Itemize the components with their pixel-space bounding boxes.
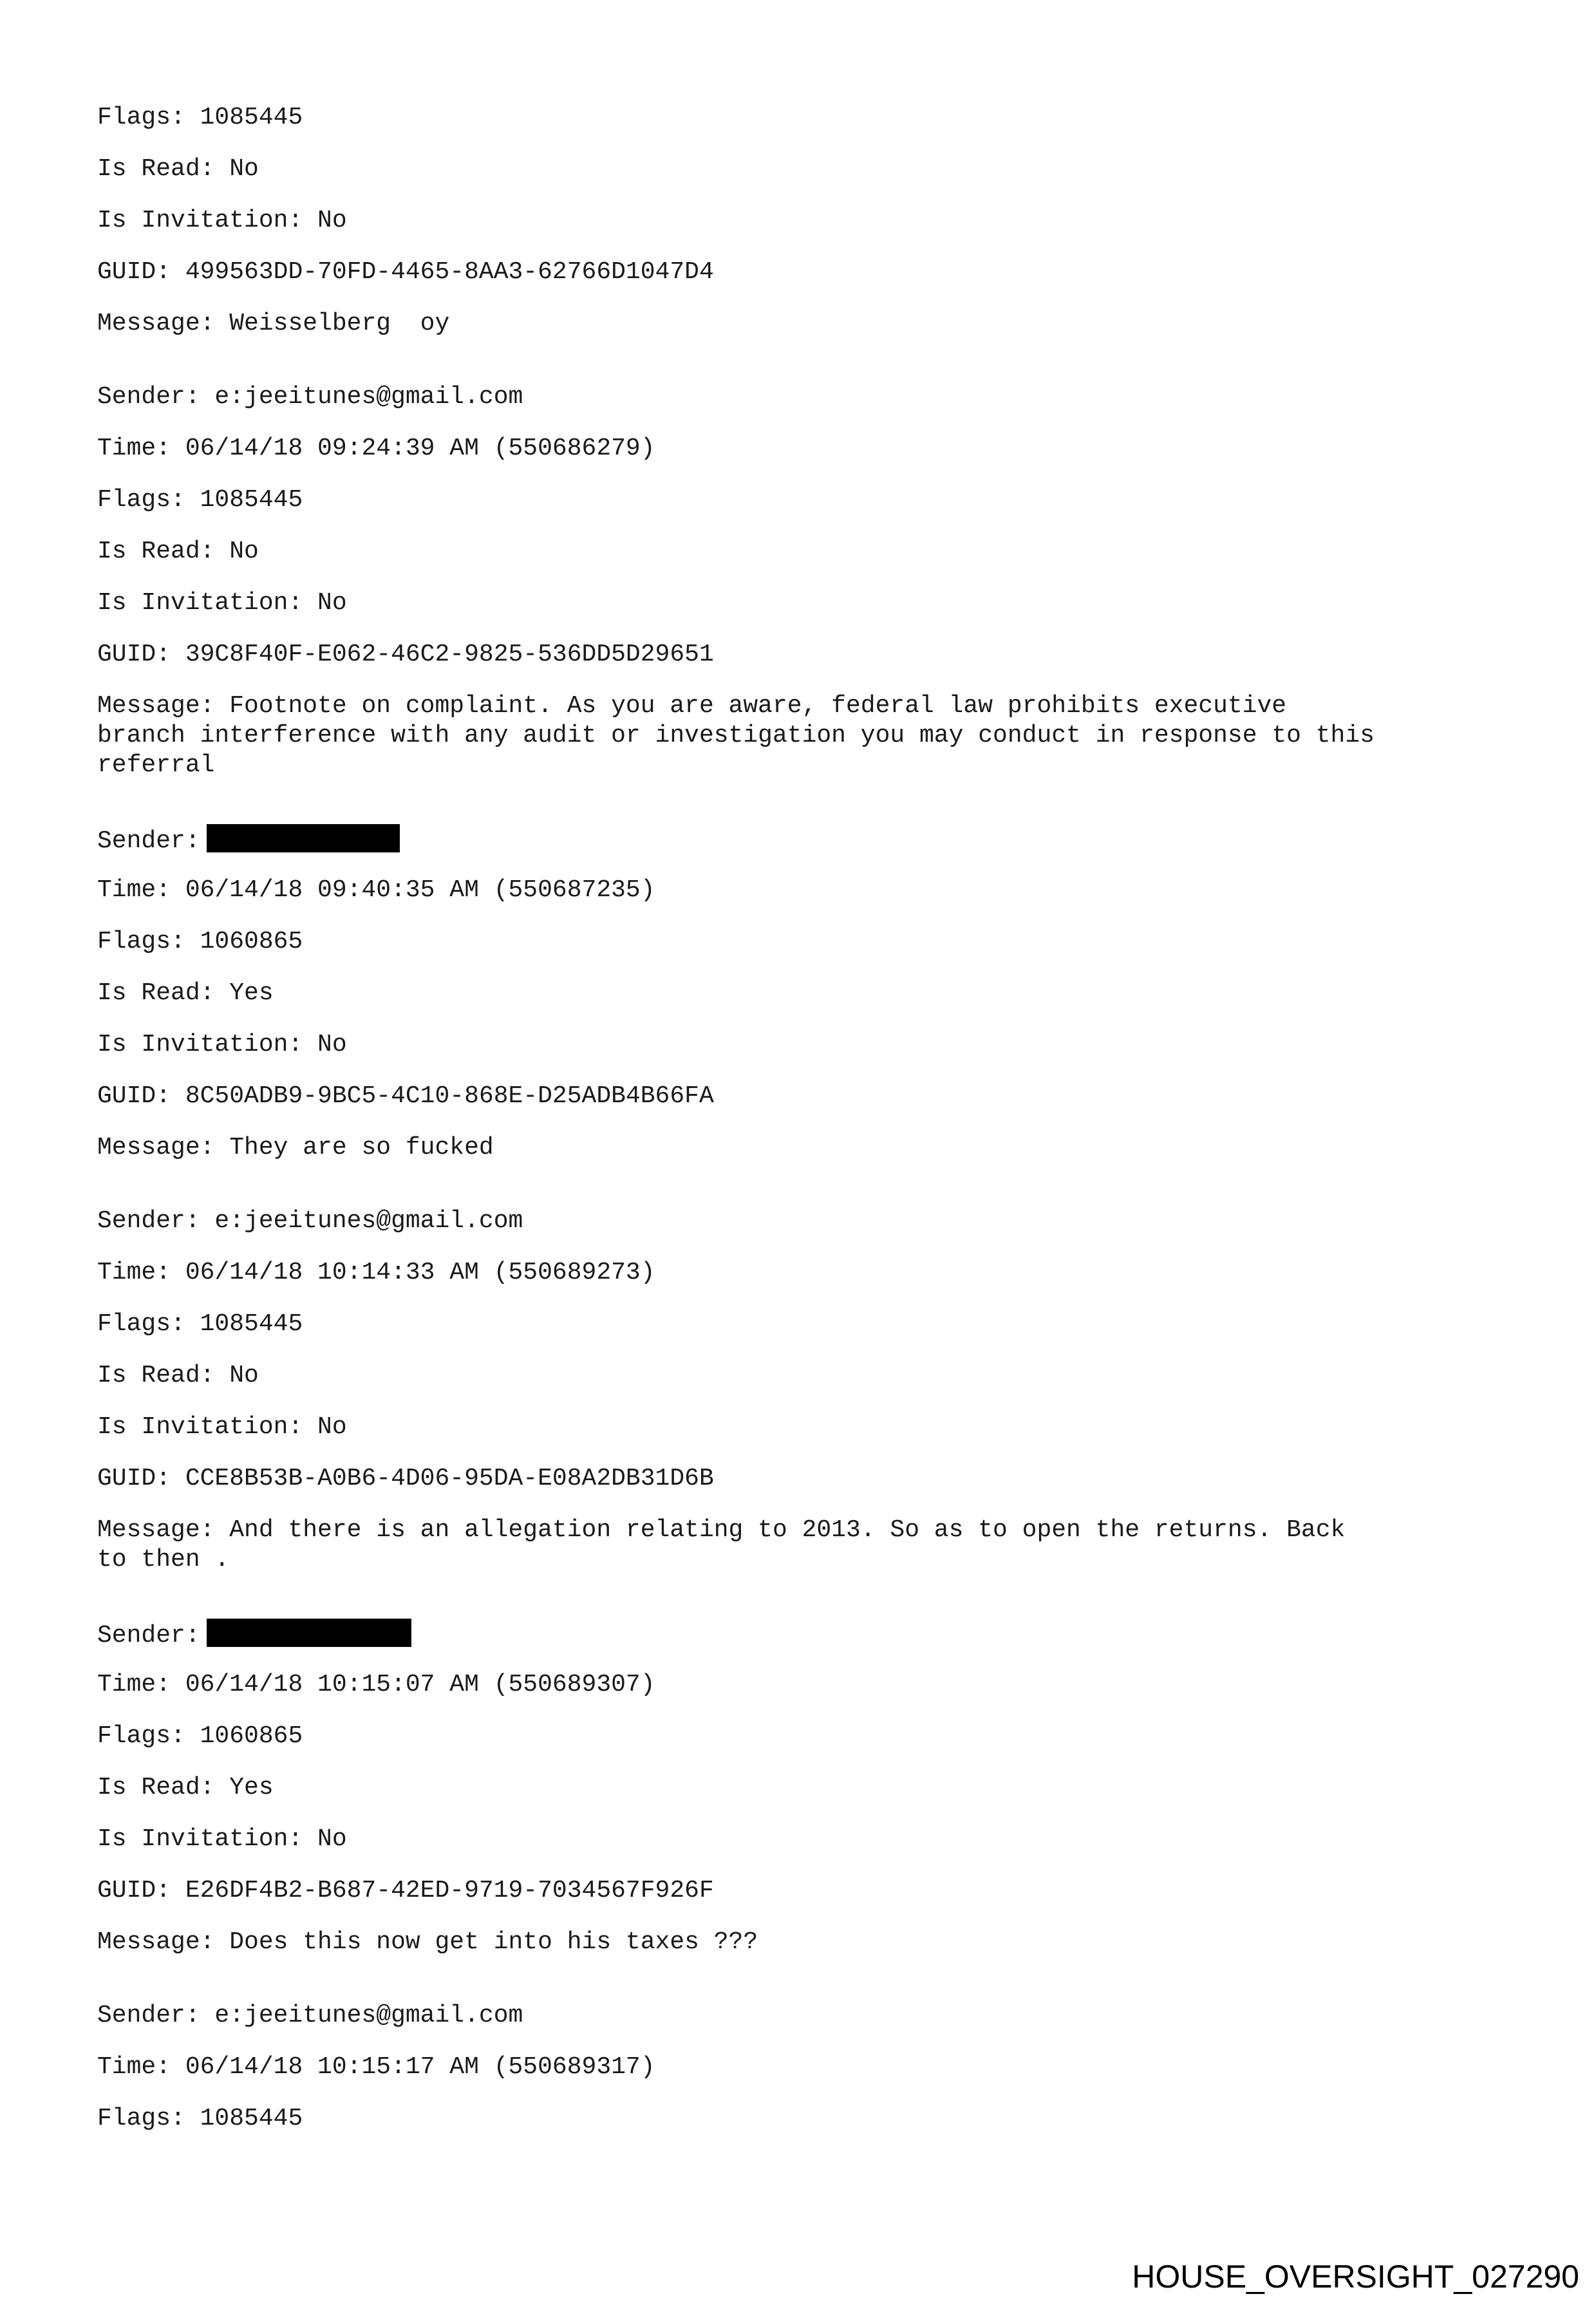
message-text: Message: And there is an allegation relating to 2013. So as to open the returns. Back to then . — [97, 1516, 1346, 1574]
redaction-box — [207, 1619, 411, 1647]
is-read-line: Is Read: No — [97, 538, 259, 565]
message-entry — [97, 1619, 1514, 1957]
sender-line: Sender: e:jeeitunes@gmail.com — [97, 383, 523, 411]
is-read-line: Is Read: No — [97, 155, 259, 183]
sender-line: Sender: e:jeeitunes@gmail.com — [97, 1207, 523, 1235]
flags-line: Flags: 1085445 — [97, 486, 303, 514]
bates-number: HOUSE_OVERSIGHT_027290 — [1132, 2259, 1579, 2295]
is-read-line: Is Read: Yes — [97, 979, 274, 1007]
guid-line: GUID: 499563DD-70FD-4465-8AA3-62766D1047D4 — [97, 258, 714, 286]
message-entry — [97, 2001, 1514, 2134]
guid-line: GUID: 8C50ADB9-9BC5-4C10-868E-D25ADB4B66FA — [97, 1082, 714, 1110]
message-text: Message: Footnote on complaint. As you are aware, federal law prohibits executive branch interference with any audit or investigation you may conduct in response to this referral — [97, 692, 1375, 779]
message-entry — [97, 103, 1514, 339]
guid-line: GUID: E26DF4B2-B687-42ED-9719-7034567F926F — [97, 1877, 714, 1904]
sender-label: Sender: — [97, 1622, 200, 1650]
is-invitation-line: Is Invitation: No — [97, 1825, 347, 1853]
message-text: Message: They are so fucked — [97, 1134, 494, 1161]
message-text: Message: Does this now get into his taxes ??? — [97, 1928, 758, 1956]
is-read-line: Is Read: No — [97, 1362, 259, 1389]
message-entry — [97, 1207, 1514, 1575]
sender-line — [97, 1619, 1514, 1648]
time-line: Time: 06/14/18 10:15:07 AM (550689307) — [97, 1671, 655, 1698]
sender-line — [97, 824, 1514, 854]
redaction-box — [207, 824, 400, 852]
flags-line: Flags: 1060865 — [97, 1722, 303, 1750]
flags-line: Flags: 1085445 — [97, 1310, 303, 1338]
message-text: Message: Weisselberg oy — [97, 310, 450, 337]
flags-line: Flags: 1060865 — [97, 928, 303, 955]
is-invitation-line: Is Invitation: No — [97, 207, 347, 234]
time-line: Time: 06/14/18 09:40:35 AM (550687235) — [97, 876, 655, 904]
time-line: Time: 06/14/18 10:15:17 AM (550689317) — [97, 2053, 655, 2081]
message-entry — [97, 824, 1514, 1163]
message-entry — [97, 382, 1514, 780]
is-invitation-line: Is Invitation: No — [97, 589, 347, 617]
guid-line: GUID: 39C8F40F-E062-46C2-9825-536DD5D29651 — [97, 641, 714, 668]
time-line: Time: 06/14/18 10:14:33 AM (550689273) — [97, 1259, 655, 1286]
document-body — [97, 103, 1514, 2156]
flags-line: Flags: 1085445 — [97, 104, 303, 131]
is-invitation-line: Is Invitation: No — [97, 1031, 347, 1058]
is-invitation-line: Is Invitation: No — [97, 1413, 347, 1441]
time-line: Time: 06/14/18 09:24:39 AM (550686279) — [97, 435, 655, 462]
sender-line: Sender: e:jeeitunes@gmail.com — [97, 2002, 523, 2029]
flags-line: Flags: 1085445 — [97, 2105, 303, 2132]
guid-line: GUID: CCE8B53B-A0B6-4D06-95DA-E08A2DB31D6B — [97, 1465, 714, 1492]
is-read-line: Is Read: Yes — [97, 1774, 274, 1801]
sender-label: Sender: — [97, 827, 200, 855]
